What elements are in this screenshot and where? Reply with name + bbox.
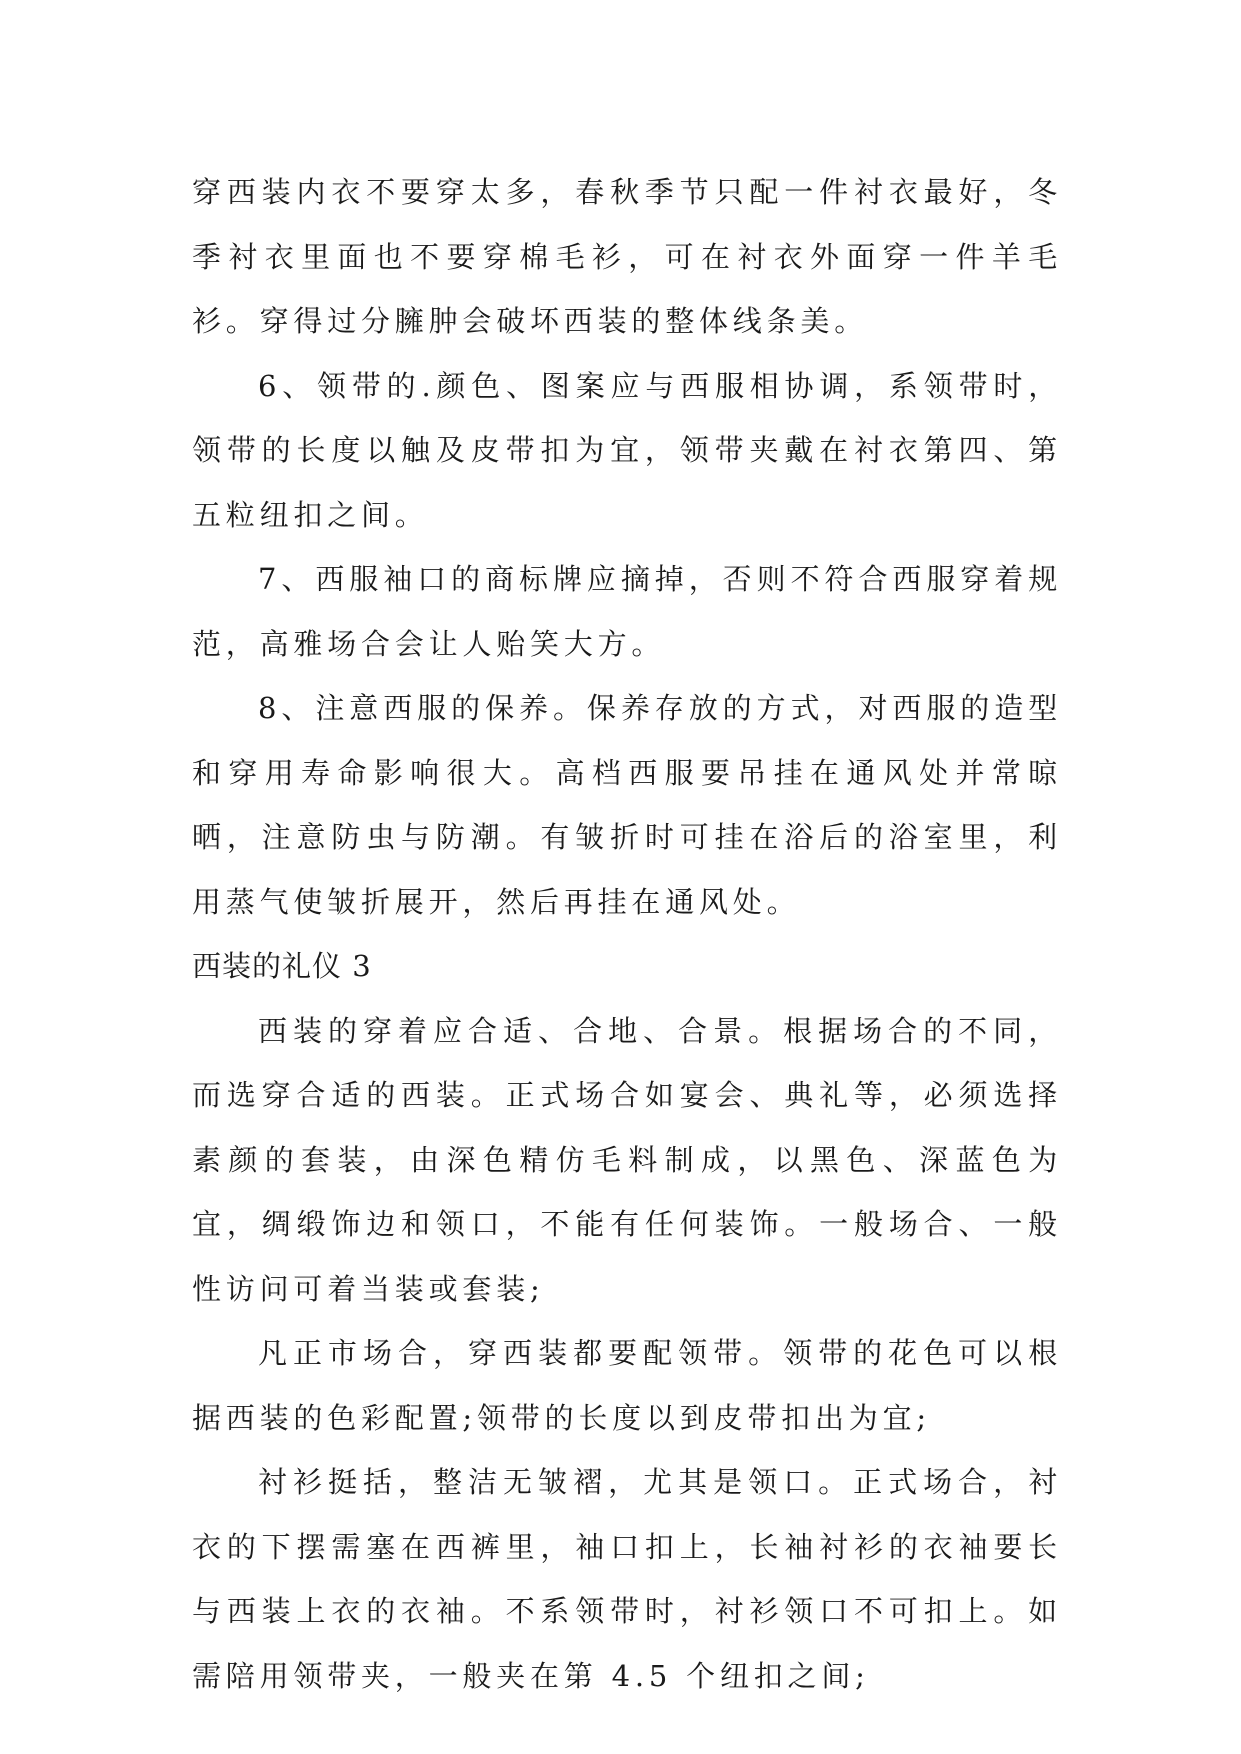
- paragraph-suit-care: 8、注意西服的保养。保养存放的方式，对西服的造型和穿用寿命影响很大。高档西服要吊挂在通风处并常晾晒，注意防虫与防潮。有皱折时可挂在浴后的浴室里，利用蒸气使皱折展开，然后再挂在通风处。: [192, 691, 1062, 919]
- paragraph-undershirt: 穿西装内衣不要穿太多，春秋季节只配一件衬衣最好，冬季衬衣里面也不要穿棉毛衫，可在衬衣外面穿一件羊毛衫。穿得过分臃肿会破坏西装的整体线条美。: [192, 175, 1062, 338]
- paragraph-tie-color: 6、领带的.颜色、图案应与西服相协调，系领带时，领带的长度以触及皮带扣为宜，领带夹戴在衬衣第四、第五粒纽扣之间。: [192, 368, 1062, 532]
- paragraph-formal-tie: 凡正市场合，穿西装都要配领带。领带的花色可以根据西装的色彩配置;领带的长度以到皮带扣出为宜;: [192, 1336, 1062, 1435]
- section-heading: 西装的礼仪 3: [192, 949, 372, 983]
- paragraph-suit-occasion: 西装的穿着应合适、合地、合景。根据场合的不同，而选穿合适的西装。正式场合如宴会、典礼等，必须选择素颜的套装，由深色精仿毛料制成，以黑色、深蓝色为宜，绸缎饰边和领口，不能有任何装饰。一般场合、一般性访问可着当装或套装;: [192, 1013, 1062, 1306]
- paragraph-sleeve-label: 7、西服袖口的商标牌应摘掉，否则不符合西服穿着规范，高雅场合会让人贻笑大方。: [192, 562, 1062, 661]
- paragraph-shirt: 衬衫挺括，整洁无皱褶，尤其是领口。正式场合，衬衣的下摆需塞在西裤里，袖口扣上，长袖衬衫的衣袖要长与西装上衣的衣袖。不系领带时，衬衫领口不可扣上。如需陪用领带夹，一般夹在第 4.5 个纽扣之间;: [192, 1465, 1062, 1693]
- document-body: [192, 160, 1062, 1708]
